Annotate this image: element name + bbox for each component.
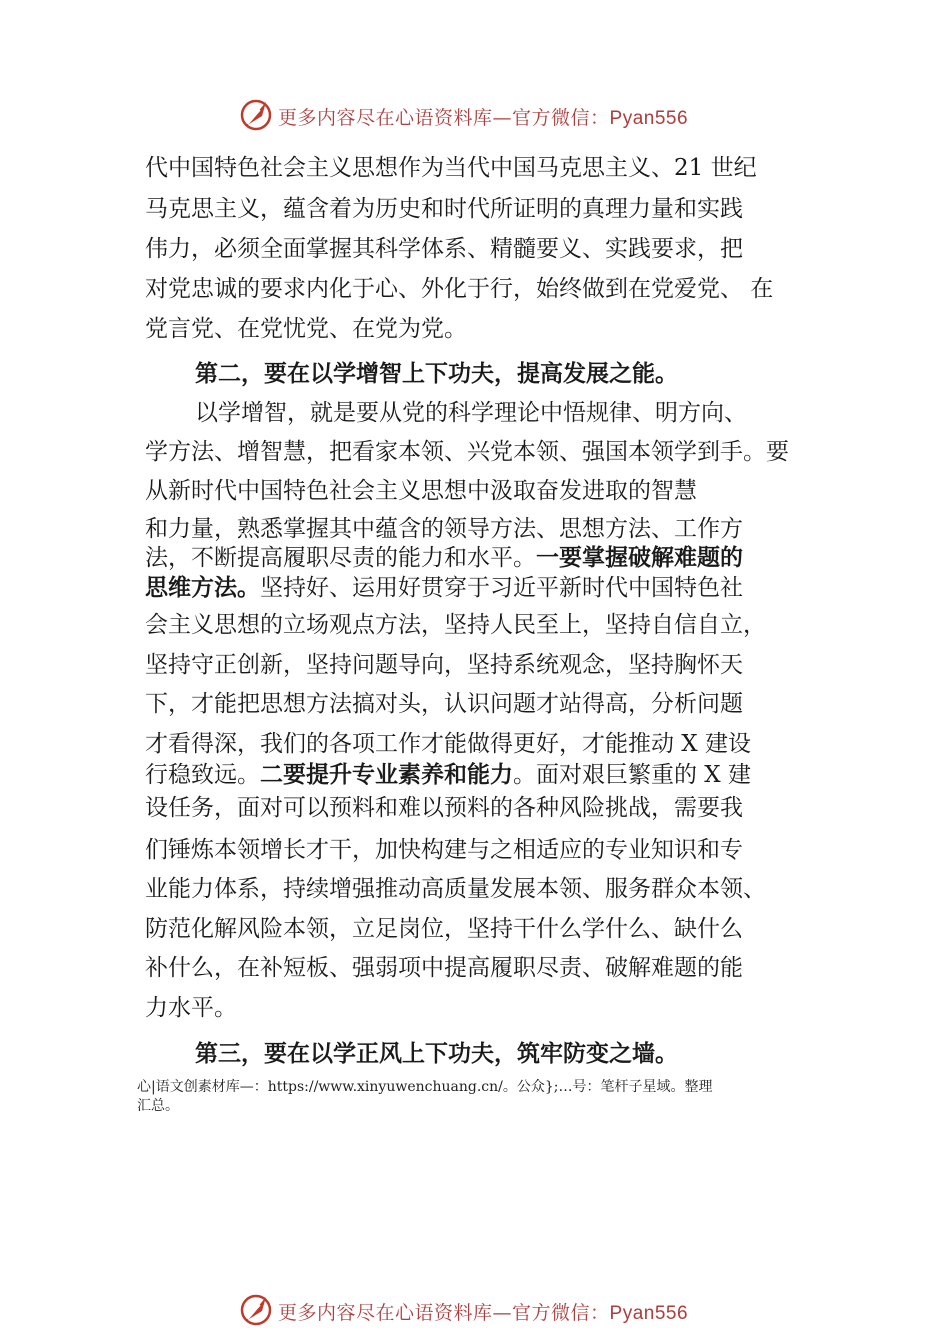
top-watermark: [0, 96, 950, 136]
body-line: 代中国特色社会主义思想作为当代中国马克思主义、21 世纪: [145, 155, 757, 181]
body-line: 以学增智，就是要从党的科学理论中悟规律、明方向、: [195, 400, 747, 426]
body-line: 力水平。: [145, 995, 237, 1021]
body-line: 设任务，面对可以预料和难以预料的各种风险挑战，需要我: [145, 795, 743, 821]
watermark-text: 更多内容尽在心语资料库—官方微信：Pyan556: [278, 107, 689, 129]
body-line: [145, 764, 751, 787]
body-line: 对党忠诚的要求内化于心、外化于行，始终做到在党爱党、 在: [145, 276, 774, 302]
section-heading-3: 第三，要在以学正风上下功夫，筑牢防变之墙。: [195, 1041, 678, 1067]
body-text: 法，不断提高履职尽责的能力和水平。: [145, 545, 536, 571]
body-line: 下，才能把思想方法搞对头，认识问题才站得高，分析问题: [145, 691, 743, 717]
body-line: 才看得深，我们的各项工作才能做得更好，才能推动 X 建设: [145, 731, 751, 757]
body-text: 行稳致远。: [145, 762, 260, 788]
body-line: [145, 547, 743, 570]
quill-logo-icon: [238, 1291, 274, 1327]
body-text: 坚持好、运用好贯穿于习近平新时代中国特色社: [260, 575, 743, 601]
body-line: 业能力体系，持续增强推动高质量发展本领、服务群众本领、: [145, 876, 766, 902]
body-line: 伟力，必须全面掌握其科学体系、精髓要义、实践要求，把: [145, 236, 743, 262]
body-line: 防范化解风险本领，立足岗位，坚持干什么学什么、缺什么: [145, 916, 743, 942]
bold-point-1: 一要掌握破解难题的: [536, 545, 743, 571]
body-line: 会主义思想的立场观点方法，坚持人民至上，坚持自信自立，: [145, 612, 766, 638]
bold-point-1-cont: 思维方法。: [145, 575, 260, 601]
bold-point-2: 二要提升专业素养和能力: [260, 762, 513, 788]
body-line: [145, 577, 743, 600]
footer-note-line: 心|语文创素材库—：https://www.xinyuwenchuang.cn/。公众};…号：笔杆子星域。整理: [137, 1079, 713, 1095]
body-line: 坚持守正创新，坚持问题导向，坚持系统观念，坚持胸怀天: [145, 652, 743, 678]
body-line: 补什么，在补短板、强弱项中提高履职尽责、破解难题的能: [145, 955, 743, 981]
quill-logo-icon: [238, 96, 274, 132]
bottom-watermark: [0, 1291, 950, 1331]
body-text: 。面对艰巨繁重的 X 建: [513, 762, 751, 788]
footer-note-line: 汇总。: [137, 1098, 179, 1114]
section-heading-2: 第二，要在以学增智上下功夫，提高发展之能。: [195, 361, 678, 387]
body-line: 们锤炼本领增长才干，加快构建与之相适应的专业知识和专: [145, 837, 743, 863]
body-line: 马克思主义，蕴含着为历史和时代所证明的真理力量和实践: [145, 196, 743, 222]
body-line: 党言党、在党忧党、在党为党。: [145, 316, 467, 342]
watermark-text: 更多内容尽在心语资料库—官方微信：Pyan556: [278, 1302, 689, 1324]
body-line: 学方法、增智慧，把看家本领、兴党本领、强国本领学到手。要: [145, 439, 789, 465]
body-line: 从新时代中国特色社会主义思想中汲取奋发进取的智慧: [145, 478, 697, 504]
body-line: 和力量，熟悉掌握其中蕴含的领导方法、思想方法、工作方: [145, 516, 743, 542]
